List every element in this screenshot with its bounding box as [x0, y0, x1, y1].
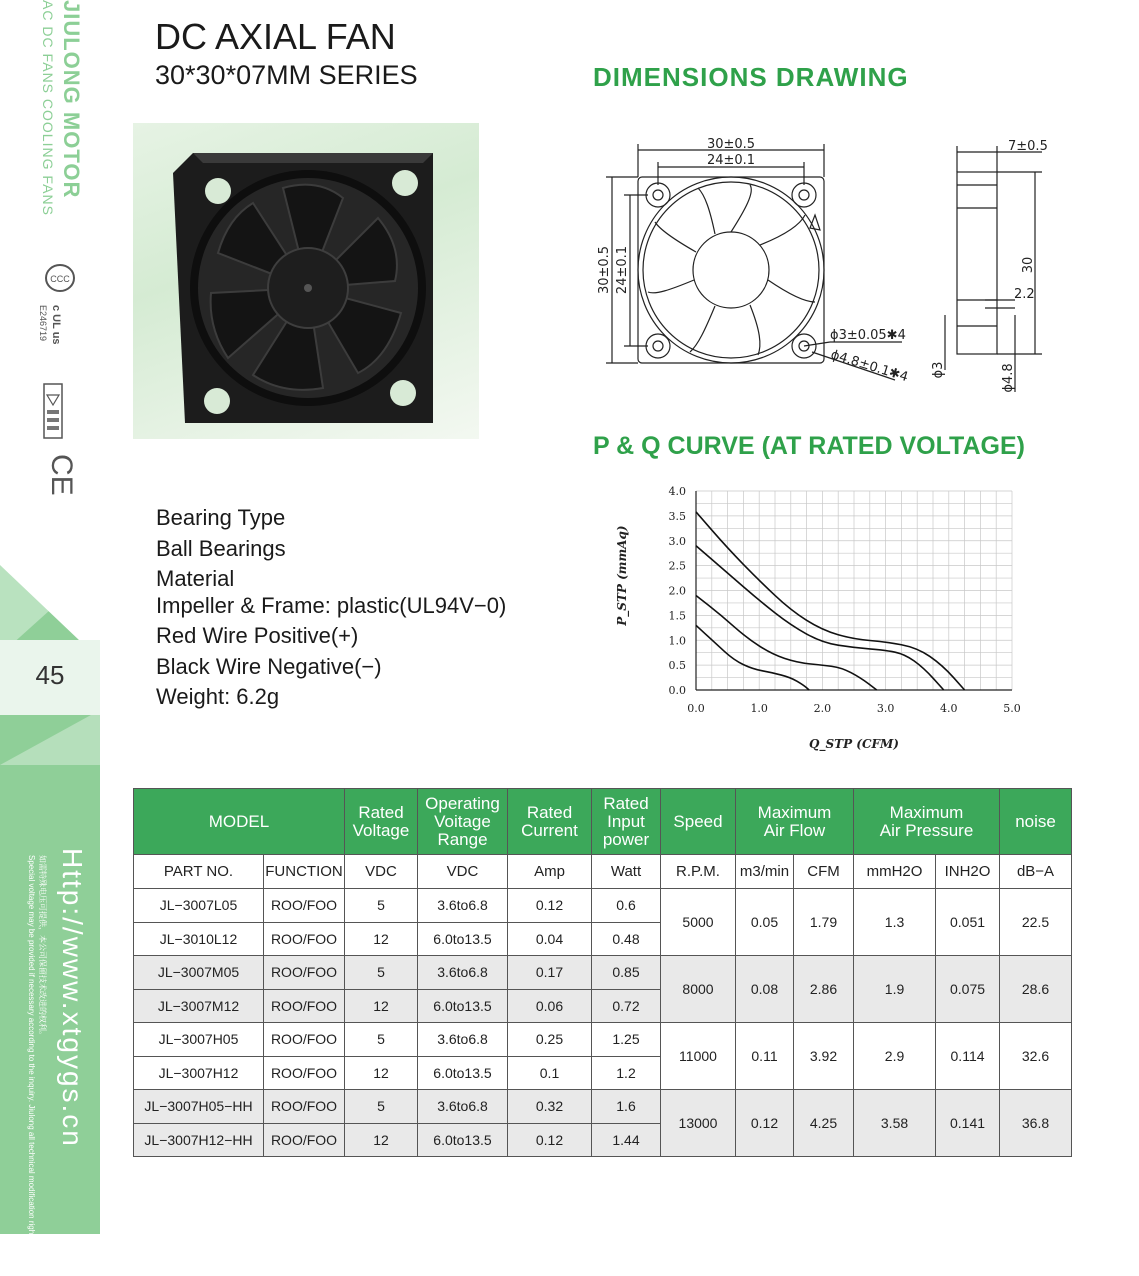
cell-power: 1.25: [592, 1023, 661, 1057]
ccc-cert-label: CCC: [50, 274, 70, 284]
pq-series-line: [696, 512, 965, 690]
header-rated-input-power: Rated Input power: [592, 789, 661, 855]
cell-speed: 5000: [661, 889, 736, 956]
y-tick-label: 1.5: [668, 609, 686, 623]
cell-power: 0.48: [592, 922, 661, 956]
spec-line: Black Wire Negative(−): [156, 653, 382, 679]
cell-mmh2o: 2.9: [854, 1023, 936, 1090]
cell-speed: 8000: [661, 956, 736, 1023]
cell-power: 0.6: [592, 889, 661, 923]
fine-print: [26, 855, 48, 1276]
cell-voltage: 5: [345, 1090, 418, 1124]
product-photo: [133, 123, 479, 439]
y-tick-label: 3.5: [668, 509, 686, 523]
cell-speed: 13000: [661, 1090, 736, 1157]
tuv-cert-icon: [43, 383, 63, 439]
spec-line: Ball Bearings: [156, 535, 286, 561]
page-title: DC AXIAL FAN: [155, 16, 396, 57]
spec-line: Red Wire Positive(+): [156, 623, 359, 648]
x-axis-label: Q_STP (CFM): [809, 737, 899, 751]
y-tick-label: 2.0: [668, 584, 686, 598]
cell-function: ROO/FOO: [264, 1056, 345, 1090]
cell-range: 3.6to6.8: [418, 889, 508, 923]
table-row: [134, 956, 1072, 990]
cell-inh2o: 0.075: [936, 956, 1000, 1023]
cell-part: JL−3007H12: [134, 1056, 264, 1090]
unit-cell: CFM: [794, 855, 854, 889]
cell-function: ROO/FOO: [264, 1123, 345, 1157]
cell-noise: 28.6: [1000, 956, 1072, 1023]
header-rated-voltage: Rated Voltage: [345, 789, 418, 855]
cell-voltage: 12: [345, 1123, 418, 1157]
x-tick-label: 2.0: [813, 702, 832, 715]
pq-title: P & Q CURVE (AT RATED VOLTAGE): [593, 432, 1025, 460]
pq-series: [696, 512, 965, 690]
cell-current: 0.17: [508, 956, 592, 990]
cell-cfm: 3.92: [794, 1023, 854, 1090]
header-max-air-flow: Maximum Air Flow: [736, 789, 854, 855]
brand-subtitle: AC DC FANS COOLING FANS: [40, 0, 56, 216]
cell-current: 0.32: [508, 1090, 592, 1124]
dim-width-outer: 30±0.5: [706, 137, 756, 152]
cell-mmh2o: 1.3: [854, 889, 936, 956]
cell-part: JL−3007H05−HH: [134, 1090, 264, 1124]
dim-side-d1: ϕ3: [931, 361, 946, 379]
pq-chart: [600, 478, 1040, 758]
cell-m3min: 0.05: [736, 889, 794, 956]
x-tick-label: 1.0: [750, 702, 768, 715]
dim-width-inner: 24±0.1: [706, 153, 756, 168]
cell-noise: 36.8: [1000, 1090, 1072, 1157]
cell-power: 0.72: [592, 989, 661, 1023]
cell-range: 6.0to13.5: [418, 989, 508, 1023]
cell-range: 6.0to13.5: [418, 1056, 508, 1090]
cell-range: 3.6to6.8: [418, 1023, 508, 1057]
cell-m3min: 0.12: [736, 1090, 794, 1157]
cell-current: 0.12: [508, 889, 592, 923]
cell-noise: 32.6: [1000, 1023, 1072, 1090]
cell-part: JL−3010L12: [134, 922, 264, 956]
dim-thickness: 7±0.5: [1008, 139, 1048, 154]
fine-print-cn: 如需特殊电压可提供，本公司保留技术改进的权利。: [38, 855, 47, 1039]
dim-hole-small: ϕ3±0.05✱4: [830, 328, 906, 343]
cell-part: JL−3007H05: [134, 1023, 264, 1057]
cell-part: JL−3007L05: [134, 889, 264, 923]
x-tick-label: 4.0: [940, 702, 958, 715]
dimensions-drawing: [590, 130, 1070, 400]
header-noise: noise: [1000, 789, 1072, 855]
pq-series-line: [696, 625, 809, 690]
dim-height-outer: 30±0.5: [597, 245, 612, 295]
dimensions-title: DIMENSIONS DRAWING: [593, 62, 909, 92]
cell-current: 0.25: [508, 1023, 592, 1057]
unit-cell: INH2O: [936, 855, 1000, 889]
header-operating-voltage: Operating Voitage Range: [418, 789, 508, 855]
fan-illustration: [133, 123, 479, 439]
table-body: [134, 889, 1072, 1157]
header-max-air-pressure: Maximum Air Pressure: [854, 789, 1000, 855]
cell-noise: 22.5: [1000, 889, 1072, 956]
ul-cert-number: E246719: [38, 305, 48, 342]
unit-cell: R.P.M.: [661, 855, 736, 889]
cell-inh2o: 0.114: [936, 1023, 1000, 1090]
cell-inh2o: 0.051: [936, 889, 1000, 956]
header-speed: Speed: [661, 789, 736, 855]
cell-cfm: 2.86: [794, 956, 854, 1023]
dim-height-inner: 24±0.1: [615, 245, 630, 295]
cell-mmh2o: 1.9: [854, 956, 936, 1023]
spec-line: Bearing Type: [156, 505, 286, 530]
cell-power: 0.85: [592, 956, 661, 990]
dim-side-d2: ϕ4.8: [1001, 363, 1016, 393]
brand-name: JIULONG MOTOR: [59, 0, 84, 199]
unit-cell: VDC: [418, 855, 508, 889]
dim-hole-large: ϕ4.8±0.1✱4: [828, 347, 910, 386]
cell-cfm: 1.79: [794, 889, 854, 956]
series-subtitle: 30*30*07MM SERIES: [155, 60, 418, 90]
cell-power: 1.44: [592, 1123, 661, 1157]
cell-function: ROO/FOO: [264, 989, 345, 1023]
page-number: 45: [35, 660, 65, 690]
cell-current: 0.1: [508, 1056, 592, 1090]
cell-function: ROO/FOO: [264, 889, 345, 923]
spec-table: [133, 788, 1072, 1157]
unit-cell: PART NO.: [134, 855, 264, 889]
cell-power: 1.6: [592, 1090, 661, 1124]
spec-line: Impeller & Frame: plastic(UL94V−0): [156, 592, 507, 618]
cell-power: 1.2: [592, 1056, 661, 1090]
cell-current: 0.12: [508, 1123, 592, 1157]
unit-cell: VDC: [345, 855, 418, 889]
cell-voltage: 12: [345, 922, 418, 956]
cell-cfm: 4.25: [794, 1090, 854, 1157]
dim-side-step: 2.2: [1014, 287, 1035, 302]
spec-line: Weight: 6.2g: [156, 684, 280, 709]
cell-current: 0.06: [508, 989, 592, 1023]
cell-function: ROO/FOO: [264, 1090, 345, 1124]
y-tick-label: 0.0: [668, 684, 686, 697]
cell-voltage: 5: [345, 889, 418, 923]
spec-list: [156, 503, 506, 713]
cell-speed: 11000: [661, 1023, 736, 1090]
cell-part: JL−3007M05: [134, 956, 264, 990]
header-rated-current: Rated Current: [508, 789, 592, 855]
ce-cert-icon: CE: [45, 454, 78, 496]
pq-grid: [696, 491, 1012, 690]
cell-inh2o: 0.141: [936, 1090, 1000, 1157]
cell-voltage: 5: [345, 956, 418, 990]
header-model: MODEL: [134, 789, 345, 855]
cell-voltage: 5: [345, 1023, 418, 1057]
table-units-row: [134, 855, 1072, 889]
cell-m3min: 0.08: [736, 956, 794, 1023]
fine-print-en: Special voltage may be provided if necessary according to the inquiry. Jiulong all technical modification rights reserved.: [27, 855, 36, 1276]
unit-cell: Amp: [508, 855, 592, 889]
y-tick-label: 1.0: [668, 634, 686, 648]
cell-range: 3.6to6.8: [418, 1090, 508, 1124]
cell-function: ROO/FOO: [264, 956, 345, 990]
y-axis-label: P_STP (mmAq): [615, 525, 629, 626]
cell-current: 0.04: [508, 922, 592, 956]
unit-cell: Watt: [592, 855, 661, 889]
cell-function: ROO/FOO: [264, 1023, 345, 1057]
cell-mmh2o: 3.58: [854, 1090, 936, 1157]
y-tick-label: 3.0: [668, 534, 686, 548]
x-tick-label: 5.0: [1003, 702, 1021, 715]
table-row: [134, 889, 1072, 923]
y-tick-label: 0.5: [668, 659, 686, 673]
x-tick-label: 0.0: [687, 702, 705, 715]
cell-range: 6.0to13.5: [418, 1123, 508, 1157]
pq-labels: [615, 485, 1021, 752]
table-row: [134, 1090, 1072, 1124]
y-tick-label: 2.5: [668, 559, 686, 573]
table-row: [134, 1023, 1072, 1057]
x-tick-label: 3.0: [876, 702, 895, 715]
dim-side-height: 30: [1021, 256, 1036, 274]
website-url[interactable]: Http://www.xtgygs.cn: [57, 848, 88, 1148]
unit-cell: mmH2O: [854, 855, 936, 889]
cell-part: JL−3007H12−HH: [134, 1123, 264, 1157]
unit-cell: dB−A: [1000, 855, 1072, 889]
table-header-row: [134, 789, 1072, 855]
ul-cert-icon: c UL us: [50, 305, 62, 345]
pq-series-line: [696, 546, 944, 690]
cell-part: JL−3007M12: [134, 989, 264, 1023]
unit-cell: FUNCTION: [264, 855, 345, 889]
cell-function: ROO/FOO: [264, 922, 345, 956]
unit-cell: m3/min: [736, 855, 794, 889]
ccc-cert-icon: [44, 262, 76, 294]
cell-range: 3.6to6.8: [418, 956, 508, 990]
y-tick-label: 4.0: [668, 485, 686, 498]
spec-line: Material: [156, 566, 235, 591]
cell-voltage: 12: [345, 1056, 418, 1090]
cell-m3min: 0.11: [736, 1023, 794, 1090]
cell-range: 6.0to13.5: [418, 922, 508, 956]
cell-voltage: 12: [345, 989, 418, 1023]
